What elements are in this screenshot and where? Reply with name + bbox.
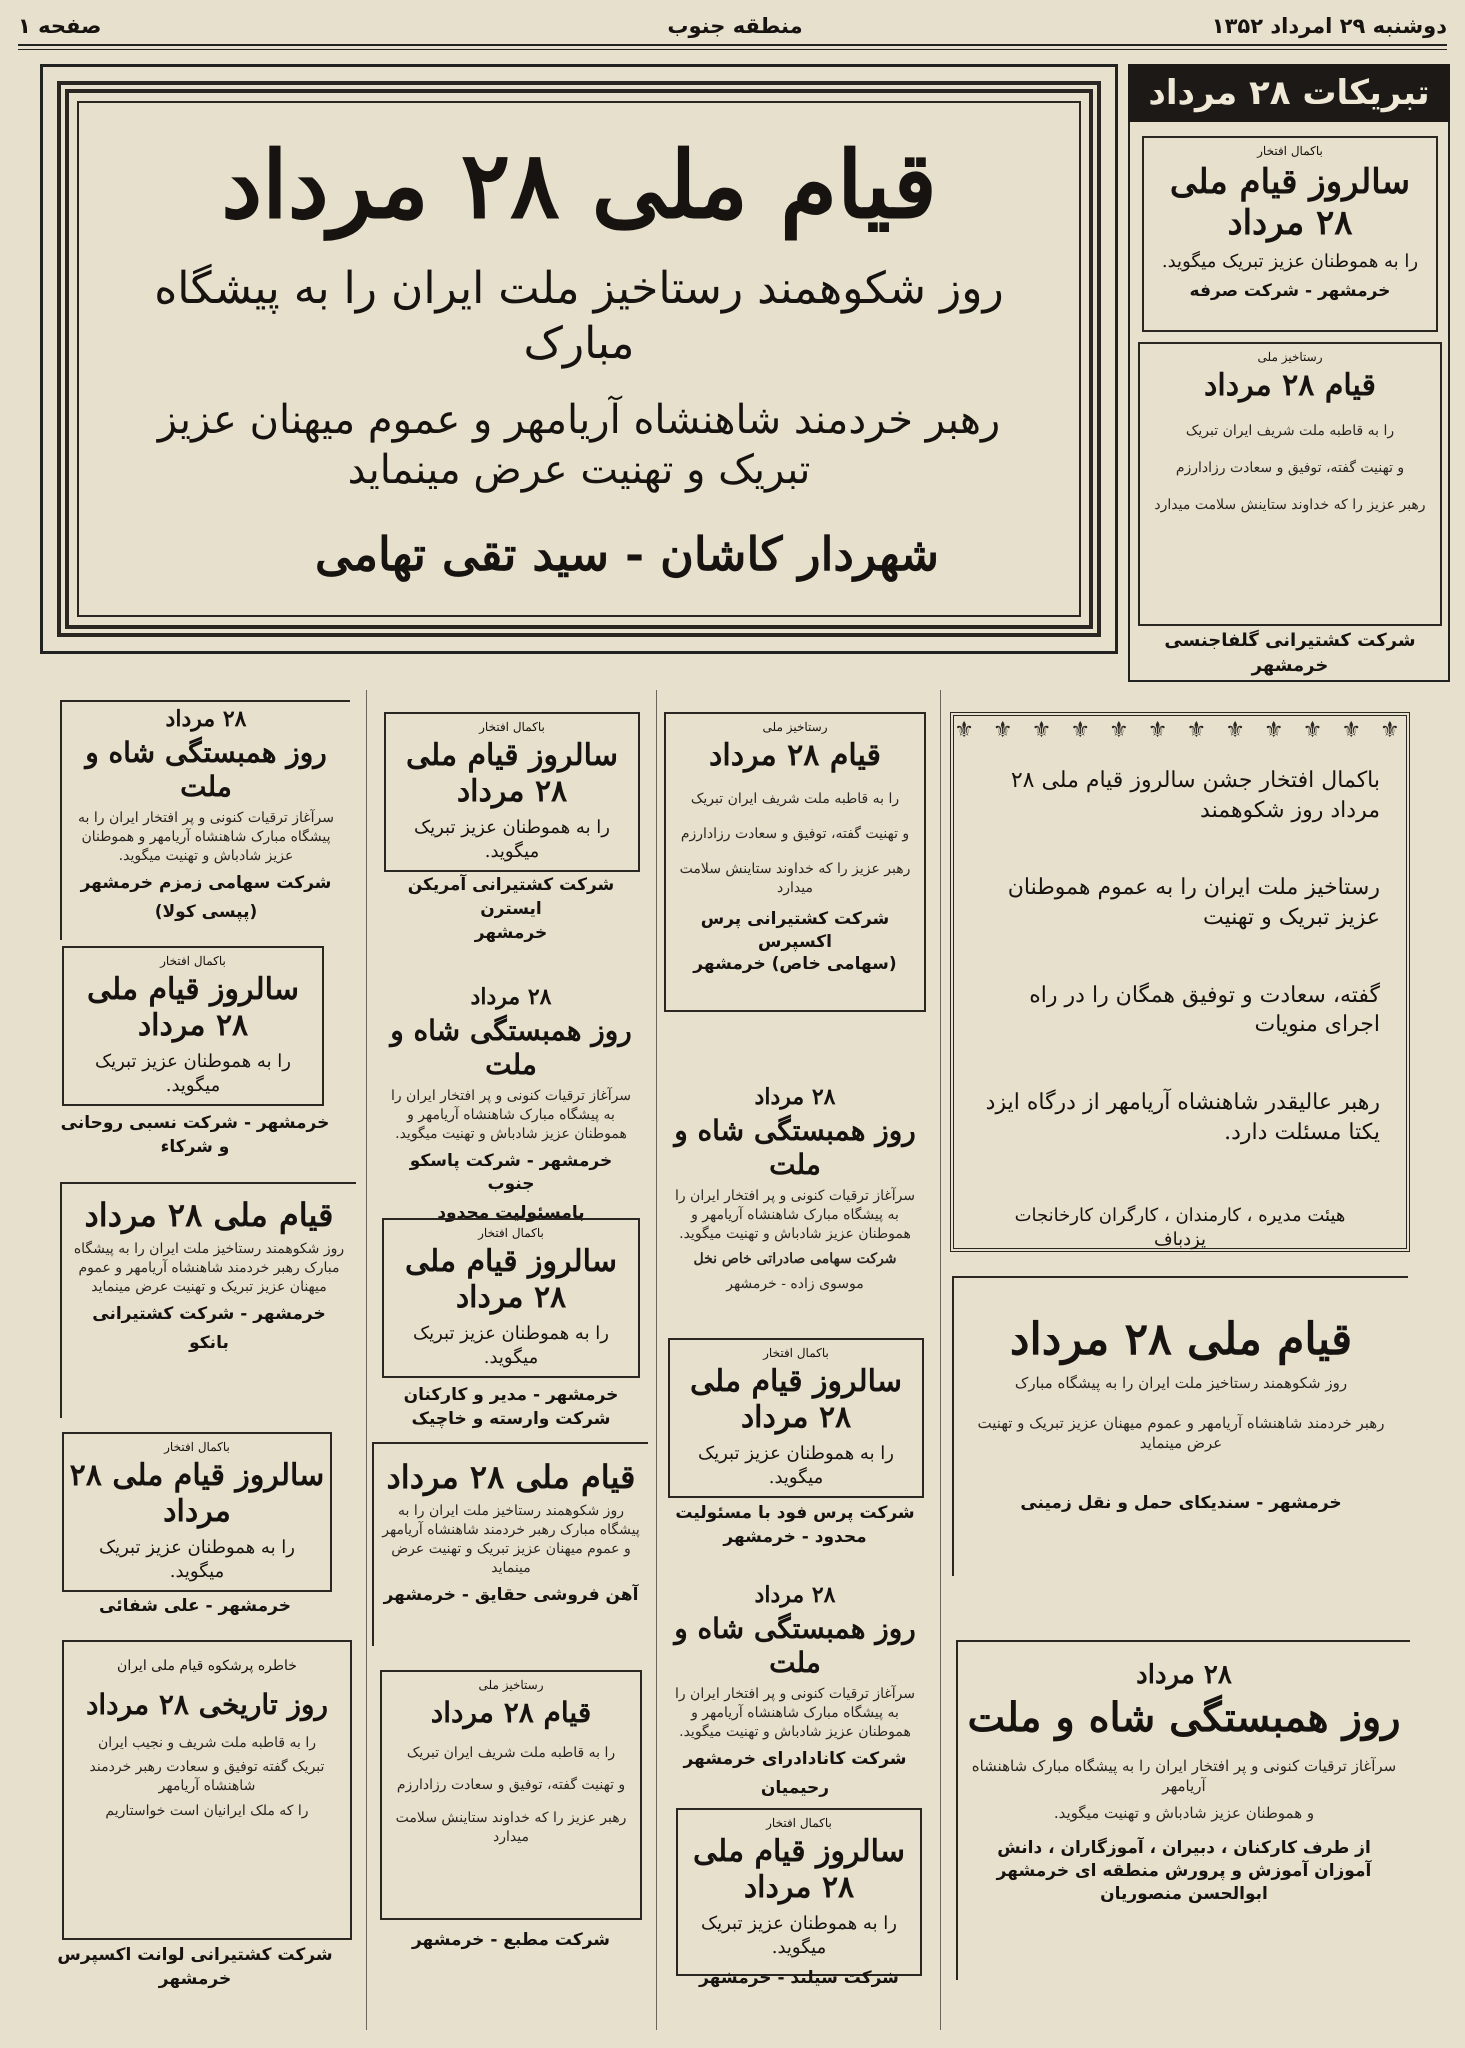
ad-body-2: و تهنیت گفته، توفیق و سعادت رزادارزم xyxy=(1175,459,1405,476)
ad-signature-1: شرکت کانادادرای خرمشهر xyxy=(683,1748,907,1769)
newspaper-name: منطقه جنوب xyxy=(667,14,803,38)
ad-heading: سالروز قیام ملی ۲۸ مرداد xyxy=(1169,162,1411,243)
ad-body: روز شکوهمند رستاخیز ملت ایران را به پیشگاه مبارک رهبر خردمند شاهنشاه آریامهر و عموم میهنان عزیز تبریک و تهنیت عرض مینماید xyxy=(382,1503,640,1577)
ad-body-2: و هموطنان عزیز شادباش و تهنیت میگوید. xyxy=(1053,1803,1315,1822)
ad-signature-1: از طرف کارکنان ، دبیران ، آموزگاران ، دانش xyxy=(997,1837,1371,1858)
ad-nasabi xyxy=(62,946,324,1106)
ad-body-3: رهبر عزیز را که خداوند ستاینش سلامت میدارد xyxy=(395,1810,627,1846)
ad-haghayegh xyxy=(372,1442,648,1646)
ad-gulf-agency xyxy=(1138,342,1442,626)
ad-body-2: رهبر خردمند شاهنشاه آریامهر و عموم میهنان عزیز تبریک و تهنیت عرض مینماید xyxy=(977,1414,1385,1453)
ad-silend xyxy=(676,1808,922,1988)
ad-heading: قیام ملی ۲۸ مرداد xyxy=(84,1196,334,1234)
ad-body-3: رهبر عزیز را که خداوند ستاینش سلامت میدارد xyxy=(1154,496,1426,513)
ad-body: را به هموطنان عزیز تبریک میگوید. xyxy=(94,1051,291,1097)
ad-heading: سالروز قیام ملی ۲۸ مرداد xyxy=(406,738,618,809)
ad-signature-2: شرکت وارسته و خاچیک xyxy=(411,1408,611,1429)
ad-signature-2: موسوی زاده - خرمشهر xyxy=(726,1275,864,1292)
ad-signature-2: بامسئولیت محدود xyxy=(437,1202,585,1223)
ad-lovant-signature xyxy=(40,1944,350,1992)
ad-line-1: باکمال افتخار جشن سالروز قیام ملی ۲۸ مرداد روز شکوهمند xyxy=(1010,768,1380,823)
ad-pasco xyxy=(376,980,646,1223)
banner-line-1: روز شکوهمند رستاخیز ملت ایران را به پیشگاه مبارک xyxy=(154,262,1004,369)
ornamental-frame xyxy=(57,81,1101,637)
ad-gulf-agency-signature xyxy=(1138,628,1442,678)
ad-signature: هیئت مدیره ، کارمندان ، کارگران کارخانجات یزدباف xyxy=(1014,1204,1346,1250)
ad-nasabi-signature xyxy=(40,1112,350,1160)
header-rule xyxy=(18,44,1447,46)
ad-signature-2: رحیمیان xyxy=(760,1777,830,1798)
ad-signature-1: شرکت پرس فود با مسئولیت xyxy=(675,1503,915,1523)
ad-signature-1: شرکت سهامی صادراتی خاص نخل xyxy=(693,1250,897,1267)
issue-date: دوشنبه ۲۹ امرداد ۱۳۵۲ xyxy=(1211,14,1447,38)
ad-amuzesh xyxy=(956,1640,1410,1980)
ad-sarfeh xyxy=(1142,136,1438,332)
ad-body: را به هموطنان عزیز تبریک میگوید. xyxy=(412,1323,609,1369)
ad-heading: قیام ملی ۲۸ مرداد xyxy=(1009,1314,1353,1365)
ad-tag: رستاخیز ملی xyxy=(762,720,828,734)
ad-body-3: رهبر عزیز را که خداوند ستاینش سلامت میدارد xyxy=(679,860,911,896)
main-banner-ad xyxy=(40,64,1118,654)
ad-tag: باکمال افتخار xyxy=(160,954,226,968)
ad-american-eastern xyxy=(384,712,640,872)
ad-body: را به هموطنان عزیز تبریک میگوید. xyxy=(700,1913,897,1959)
ad-signature-1: خرمشهر - شرکت پاسکو جنوب xyxy=(409,1150,613,1194)
ad-varaste xyxy=(382,1218,640,1378)
ad-body-2: و تهنیت گفته، توفیق و سعادت رزادارزم xyxy=(680,825,910,842)
ad-line-3: گفته، سعادت و توفیق همگان را در راه اجرای منویات xyxy=(1029,982,1380,1038)
ad-date: ۲۸ مرداد xyxy=(754,1084,836,1110)
ad-signature-1: شرکت کشتیرانی آمریکن ایسترن xyxy=(407,875,615,919)
ad-tag: باکمال افتخار xyxy=(1257,144,1323,158)
ad-body-1: را به قاطبه ملت شریف ایران تبریک xyxy=(406,1744,616,1761)
ad-heading: قیام ملی ۲۸ مرداد xyxy=(386,1458,636,1496)
ad-signature-3: ابوالحسن منصوریان xyxy=(1100,1883,1268,1904)
ad-matba-signature: شرکت مطبع - خرمشهر xyxy=(411,1930,611,1950)
ad-signature-1: خرمشهر - مدیر و کارکنان xyxy=(403,1385,619,1405)
ad-tag: باکمال افتخار xyxy=(766,1816,832,1830)
ad-body: سرآغاز ترقیات کنونی و پر افتخار ایران را به پیشگاه مبارک شاهنشاه آریامهر و هموطنان عزیز شادباش و تهنیت میگوید. xyxy=(78,810,334,864)
ad-body-1: سرآغاز ترقیات کنونی و پر افتخار ایران را به پیشگاه مبارک شاهنشاه آریامهر xyxy=(971,1757,1397,1796)
ad-heading: روز همبستگی شاه و ملت xyxy=(85,736,327,803)
ad-body: سرآغاز ترقیات کنونی و پر افتخار ایران را به پیشگاه مبارک شاهنشاه آریامهر و هموطنان عزیز شادباش و تهنیت میگوید. xyxy=(390,1088,632,1142)
ad-tag: خاطره پرشکوه قیام ملی ایران xyxy=(117,1658,297,1674)
ad-signature-1: شرکت کشتیرانی لوانت اکسپرس xyxy=(57,1945,333,1965)
ad-date: ۲۸ مرداد xyxy=(165,706,247,732)
ad-signature: شرکت سیلند - خرمشهر xyxy=(699,1967,899,1988)
ad-line-2: رستاخیز ملت ایران را به عموم هموطنان عزیز تبریک و تهنیت xyxy=(1007,875,1380,931)
ad-signature: خرمشهر - سندیکای حمل و نقل زمینی xyxy=(1020,1492,1342,1513)
ad-body: را به هموطنان عزیز تبریک میگوید. xyxy=(98,1537,295,1583)
ad-signature-2: خرمشهر xyxy=(1251,655,1329,677)
ad-date: ۲۸ مرداد xyxy=(754,1582,836,1608)
ad-sandika xyxy=(952,1276,1408,1576)
ad-signature-1: شرکت کشتیرانی گلفاجنسی xyxy=(1164,630,1416,651)
ad-banko xyxy=(60,1182,356,1418)
ad-heading: سالروز قیام ملی ۲۸ مرداد xyxy=(693,1834,905,1905)
ad-body-1: را به قاطبه ملت شریف و نجیب ایران xyxy=(97,1734,317,1751)
ad-american-signature xyxy=(376,874,646,945)
right-column-title: تبریکات ۲۸ مرداد xyxy=(1128,64,1450,122)
ad-body-2: تبریک گفته توفیق و سعادت رهبر خردمند شاهنشاه آریامهر xyxy=(89,1759,325,1795)
ad-date: ۲۸ مرداد xyxy=(470,984,552,1010)
ad-nakhl xyxy=(664,1080,926,1330)
ad-body: سرآغاز ترقیات کنونی و پر افتخار ایران را به پیشگاه مبارک شاهنشاه آریامهر و هموطنان عزیز شادباش و تهنیت میگوید. xyxy=(674,1188,916,1242)
ad-body-1: را به قاطبه ملت شریف ایران تبریک xyxy=(1185,423,1395,439)
ad-shafaei-signature: خرمشهر - علی شفائی xyxy=(99,1596,291,1616)
ad-signature-1: شرکت کشتیرانی پرس اکسپرس xyxy=(700,908,890,952)
ad-signature-1: خرمشهر - شرکت کشتیرانی xyxy=(92,1304,326,1325)
ad-heading: روز همبستگی شاه و ملت xyxy=(390,1014,632,1081)
ad-tag: باکمال افتخار xyxy=(164,1440,230,1454)
ad-heading: قیام ۲۸ مرداد xyxy=(709,738,881,773)
page-number: صفحه ۱ xyxy=(18,14,102,38)
ad-persfood-signature xyxy=(664,1502,926,1550)
ad-signature: خرمشهر - شرکت صرفه xyxy=(1189,280,1391,301)
ad-line-4: رهبر عالیقدر شاهنشاه آریامهر از درگاه ایزد یکتا مسئلت دارد. xyxy=(985,1090,1380,1145)
column-divider xyxy=(940,690,941,2030)
ad-date: ۲۸ مرداد xyxy=(1136,1660,1232,1690)
ad-signature-2: آموزان آموزش و پرورش منطقه ای خرمشهر xyxy=(996,1860,1372,1881)
ad-press-express xyxy=(664,712,926,1012)
column-divider xyxy=(366,690,367,2030)
ad-tag: باکمال افتخار xyxy=(763,1346,829,1360)
ad-signature-2: خرمشهر xyxy=(474,922,548,943)
ad-zamzam xyxy=(60,700,350,940)
ad-body: را به هموطنان عزیز تبریک میگوید. xyxy=(1161,250,1419,272)
ad-signature-2: بانکو xyxy=(189,1333,229,1353)
banner-title: قیام ملی ۲۸ مرداد xyxy=(221,131,937,239)
ad-tag: باکمال افتخار xyxy=(479,720,545,734)
ad-signature-2: و شرکاء xyxy=(160,1136,230,1157)
ad-body: را به هموطنان عزیز تبریک میگوید. xyxy=(413,817,610,863)
ad-heading: سالروز قیام ملی ۲۸ مرداد xyxy=(87,972,299,1043)
ad-yazdbaf xyxy=(950,712,1410,1252)
ad-heading: سالروز قیام ملی ۲۸ مرداد xyxy=(405,1244,617,1315)
ad-canada-dry xyxy=(664,1578,926,1800)
ad-matba xyxy=(380,1670,642,1920)
ad-body-3: را که ملک ایرانیان است خواستاریم xyxy=(105,1803,309,1820)
ad-lovant xyxy=(62,1640,352,1940)
ad-persfood xyxy=(668,1338,924,1498)
ad-heading: روز تاریخی ۲۸ مرداد xyxy=(85,1688,329,1721)
ad-signature-1: شرکت سهامی زمزم خرمشهر xyxy=(80,872,332,893)
ad-body-1: روز شکوهمند رستاخیز ملت ایران را به پیشگاه مبارک xyxy=(1014,1373,1348,1392)
ad-signature-2: محدود - خرمشهر xyxy=(723,1526,867,1547)
ad-body: سرآغاز ترقیات کنونی و پر افتخار ایران را به پیشگاه مبارک شاهنشاه آریامهر و هموطنان عزیز شادباش و تهنیت میگوید. xyxy=(674,1686,916,1740)
ad-tag: باکمال افتخار xyxy=(478,1226,544,1240)
banner-line-2: رهبر خردمند شاهنشاه آریامهر و عموم میهنان عزیز تبریک و تهنیت عرض مینماید xyxy=(157,396,1001,493)
ad-tag: رستاخیز ملی xyxy=(478,1678,544,1692)
ad-varaste-signature xyxy=(376,1384,646,1432)
header-rule-thin xyxy=(18,49,1447,50)
banner-signature: شهردار کاشان - سید تقی تهامی xyxy=(314,526,939,581)
ad-heading: قیام ۲۸ مرداد xyxy=(1204,368,1376,403)
ad-body: روز شکوهمند رستاخیز ملت ایران را به پیشگاه مبارک رهبر خردمند شاهنشاه آریامهر و عموم میهنان عزیز تبریک و تهنیت عرض مینماید xyxy=(73,1241,345,1296)
fleur-border-icon: ⚜ ⚜ ⚜ ⚜ ⚜ ⚜ ⚜ ⚜ ⚜ ⚜ ⚜ ⚜ xyxy=(954,718,1406,743)
ad-tag: رستاخیز ملی xyxy=(1257,350,1323,364)
ad-heading: روز همبستگی شاه و ملت xyxy=(674,1612,916,1679)
ad-heading: روز همبستگی شاه و ملت xyxy=(674,1114,916,1181)
ad-signature-2: (سهامی خاص) خرمشهر xyxy=(693,954,897,975)
ad-body-1: را به قاطبه ملت شریف ایران تبریک xyxy=(690,791,900,807)
ad-signature-1: خرمشهر - شرکت نسبی روحانی xyxy=(60,1113,330,1133)
ad-heading: قیام ۲۸ مرداد xyxy=(430,1696,592,1729)
ad-signature: آهن فروشی حقایق - خرمشهر xyxy=(383,1584,639,1605)
ad-heading: روز همبستگی شاه و ملت xyxy=(967,1694,1401,1741)
ad-signature-2: خرمشهر xyxy=(158,1968,232,1989)
ad-heading: سالروز قیام ملی ۲۸ مرداد xyxy=(69,1458,325,1529)
ad-signature-2: (پپسی کولا) xyxy=(154,901,258,922)
ad-body-2: و تهنیت گفته، توفیق و سعادت رزادارزم xyxy=(396,1777,626,1794)
column-divider xyxy=(656,690,657,2030)
ad-body: را به هموطنان عزیز تبریک میگوید. xyxy=(697,1443,894,1489)
ad-heading: سالروز قیام ملی ۲۸ مرداد xyxy=(690,1364,902,1435)
ad-shafaei xyxy=(62,1432,332,1592)
